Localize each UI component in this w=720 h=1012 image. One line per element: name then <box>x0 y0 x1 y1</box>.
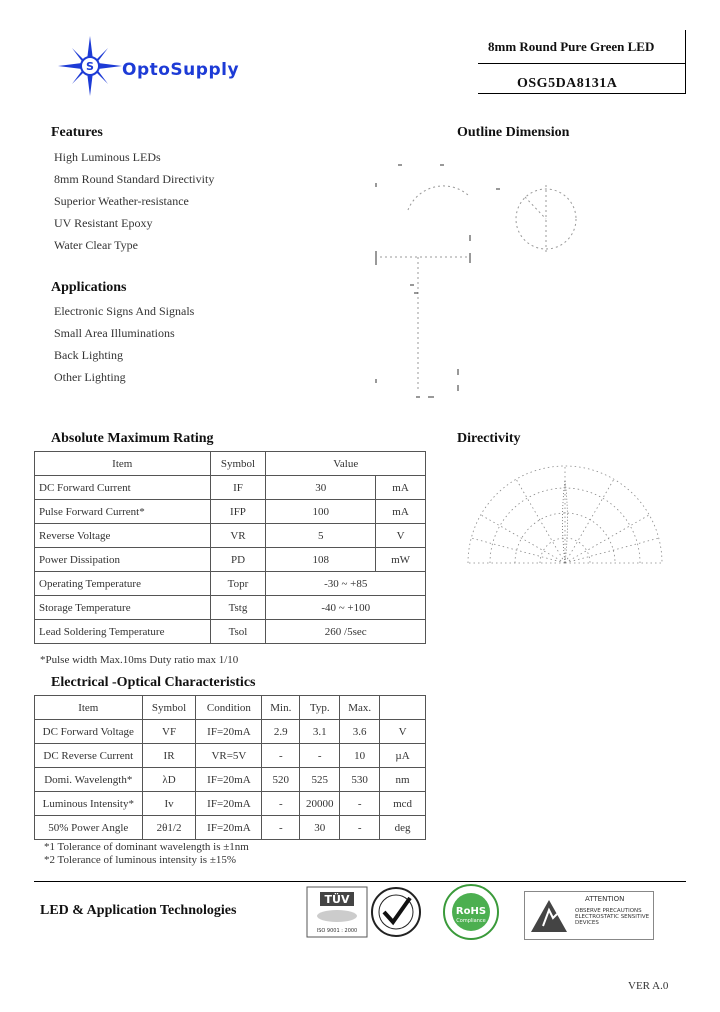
table-cell: mcd <box>380 792 426 816</box>
table-cell: - <box>262 816 300 840</box>
table-cell: -40 ~ +100 <box>266 596 426 620</box>
attention-title: ATTENTION <box>585 895 625 903</box>
table-cell: IF=20mA <box>196 816 262 840</box>
table-row <box>35 620 426 644</box>
table-cell: 5 <box>266 524 376 548</box>
table-cell: 520 <box>262 768 300 792</box>
feature-item: Superior Weather-resistance <box>54 194 189 208</box>
column-header: Symbol <box>142 696 196 720</box>
column-header: Item <box>35 452 211 476</box>
outline-heading: Outline Dimension <box>457 125 570 140</box>
outline-drawing-icon <box>370 155 590 405</box>
table-cell: Operating Temperature <box>35 572 211 596</box>
brand-name: OptoSupply <box>122 60 240 80</box>
applications-heading: Applications <box>51 280 127 295</box>
table-row <box>35 816 426 840</box>
table-row <box>35 500 426 524</box>
iso-label: ISO 9001 : 2000 <box>316 928 358 934</box>
table-cell: Topr <box>210 572 266 596</box>
table-cell: IF=20mA <box>196 768 262 792</box>
rohs-compliance-icon <box>436 884 506 940</box>
table-cell: Pulse Forward Current* <box>35 500 211 524</box>
table-cell: 3.1 <box>300 720 340 744</box>
table-cell: PD <box>210 548 266 572</box>
column-header: Min. <box>262 696 300 720</box>
table-cell: 108 <box>266 548 376 572</box>
header-divider <box>685 30 686 94</box>
application-item: Electronic Signs And Signals <box>54 304 195 318</box>
table-row <box>35 548 426 572</box>
table-cell: 530 <box>340 768 380 792</box>
esd-attention-box <box>524 891 654 940</box>
svg-text:S: S <box>86 60 94 73</box>
tuv-certification-icon <box>306 886 368 938</box>
table-row <box>35 572 426 596</box>
table-cell: 525 <box>300 768 340 792</box>
column-header: Value <box>266 452 426 476</box>
table-cell: IF=20mA <box>196 720 262 744</box>
feature-item: UV Resistant Epoxy <box>54 216 153 230</box>
table-cell: 20000 <box>300 792 340 816</box>
electrical-optical-table <box>34 695 426 840</box>
table-cell: Reverse Voltage <box>35 524 211 548</box>
table-cell: µA <box>380 744 426 768</box>
table-row <box>35 768 426 792</box>
table-cell: VR=5V <box>196 744 262 768</box>
feature-item: Water Clear Type <box>54 238 138 252</box>
table-cell: DC Reverse Current <box>35 744 143 768</box>
table-cell: mW <box>376 548 426 572</box>
table-row <box>35 476 426 500</box>
table-cell: IF <box>210 476 266 500</box>
table-cell: Domi. Wavelength* <box>35 768 143 792</box>
eo-footnote: *1 Tolerance of dominant wavelength is ±1nm <box>44 841 249 853</box>
table-row <box>35 524 426 548</box>
table-cell: VR <box>210 524 266 548</box>
table-cell: Storage Temperature <box>35 596 211 620</box>
table-row <box>35 720 426 744</box>
table-cell: 30 <box>300 816 340 840</box>
feature-item: 8mm Round Standard Directivity <box>54 172 215 186</box>
table-cell: IF=20mA <box>196 792 262 816</box>
version-label: VER A.0 <box>628 980 669 992</box>
application-item: Small Area Illuminations <box>54 326 175 340</box>
column-header: Item <box>35 696 143 720</box>
table-header-row <box>35 696 426 720</box>
table-cell: Tsol <box>210 620 266 644</box>
table-cell: 100 <box>266 500 376 524</box>
table-cell: 10 <box>340 744 380 768</box>
table-cell: nm <box>380 768 426 792</box>
rohs-sub-label: Compliance <box>456 918 486 924</box>
table-cell: DC Forward Current <box>35 476 211 500</box>
amr-footnote: *Pulse width Max.10ms Duty ratio max 1/10 <box>40 654 239 666</box>
esd-warning-icon <box>529 898 569 934</box>
table-cell: V <box>380 720 426 744</box>
eo-heading: Electrical -Optical Characteristics <box>51 675 256 690</box>
table-cell: 3.6 <box>340 720 380 744</box>
table-cell: - <box>262 744 300 768</box>
table-header-row <box>35 452 426 476</box>
amr-heading: Absolute Maximum Rating <box>51 431 214 446</box>
tuv-label: TÜV <box>324 893 350 906</box>
column-header <box>380 696 426 720</box>
table-cell: 260 /5sec <box>266 620 426 644</box>
eo-footnote: *2 Tolerance of luminous intensity is ±15% <box>44 854 237 866</box>
table-cell: 30 <box>266 476 376 500</box>
column-header: Typ. <box>300 696 340 720</box>
header-divider <box>478 63 686 64</box>
table-cell: Luminous Intensity* <box>35 792 143 816</box>
table-cell: mA <box>376 476 426 500</box>
absolute-max-rating-table <box>34 451 426 644</box>
application-item: Other Lighting <box>54 370 126 384</box>
table-cell: 2.9 <box>262 720 300 744</box>
table-cell: mA <box>376 500 426 524</box>
table-cell: - <box>300 744 340 768</box>
table-cell: V <box>376 524 426 548</box>
table-cell: 2θ1/2 <box>142 816 196 840</box>
product-title: 8mm Round Pure Green LED <box>488 39 655 54</box>
table-cell: -30 ~ +85 <box>266 572 426 596</box>
column-header: Condition <box>196 696 262 720</box>
rohs-label: RoHS <box>455 906 487 917</box>
table-cell: Power Dissipation <box>35 548 211 572</box>
table-cell: IR <box>142 744 196 768</box>
table-cell: VF <box>142 720 196 744</box>
attention-text: OBSERVE PRECAUTIONS ELECTROSTATIC SENSITIVE DEVICES <box>575 908 650 926</box>
table-cell: 50% Power Angle <box>35 816 143 840</box>
table-cell: Lead Soldering Temperature <box>35 620 211 644</box>
feature-item: High Luminous LEDs <box>54 150 161 164</box>
table-row <box>35 744 426 768</box>
table-cell: deg <box>380 816 426 840</box>
part-number: OSG5DA8131A <box>517 76 618 91</box>
table-cell: IFP <box>210 500 266 524</box>
table-row <box>35 792 426 816</box>
footer-title: LED & Application Technologies <box>40 903 237 918</box>
table-row <box>35 596 426 620</box>
table-cell: - <box>340 816 380 840</box>
features-heading: Features <box>51 125 103 140</box>
table-cell: - <box>340 792 380 816</box>
directivity-heading: Directivity <box>457 431 521 446</box>
column-header: Symbol <box>210 452 266 476</box>
application-item: Back Lighting <box>54 348 123 362</box>
header-divider <box>478 93 686 94</box>
footer-divider <box>34 881 686 882</box>
table-cell: DC Forward Voltage <box>35 720 143 744</box>
column-header: Max. <box>340 696 380 720</box>
directivity-chart-icon <box>460 460 670 570</box>
table-cell: - <box>262 792 300 816</box>
table-cell: λD <box>142 768 196 792</box>
certified-company-icon <box>370 886 422 938</box>
table-cell: Tstg <box>210 596 266 620</box>
table-cell: Iv <box>142 792 196 816</box>
